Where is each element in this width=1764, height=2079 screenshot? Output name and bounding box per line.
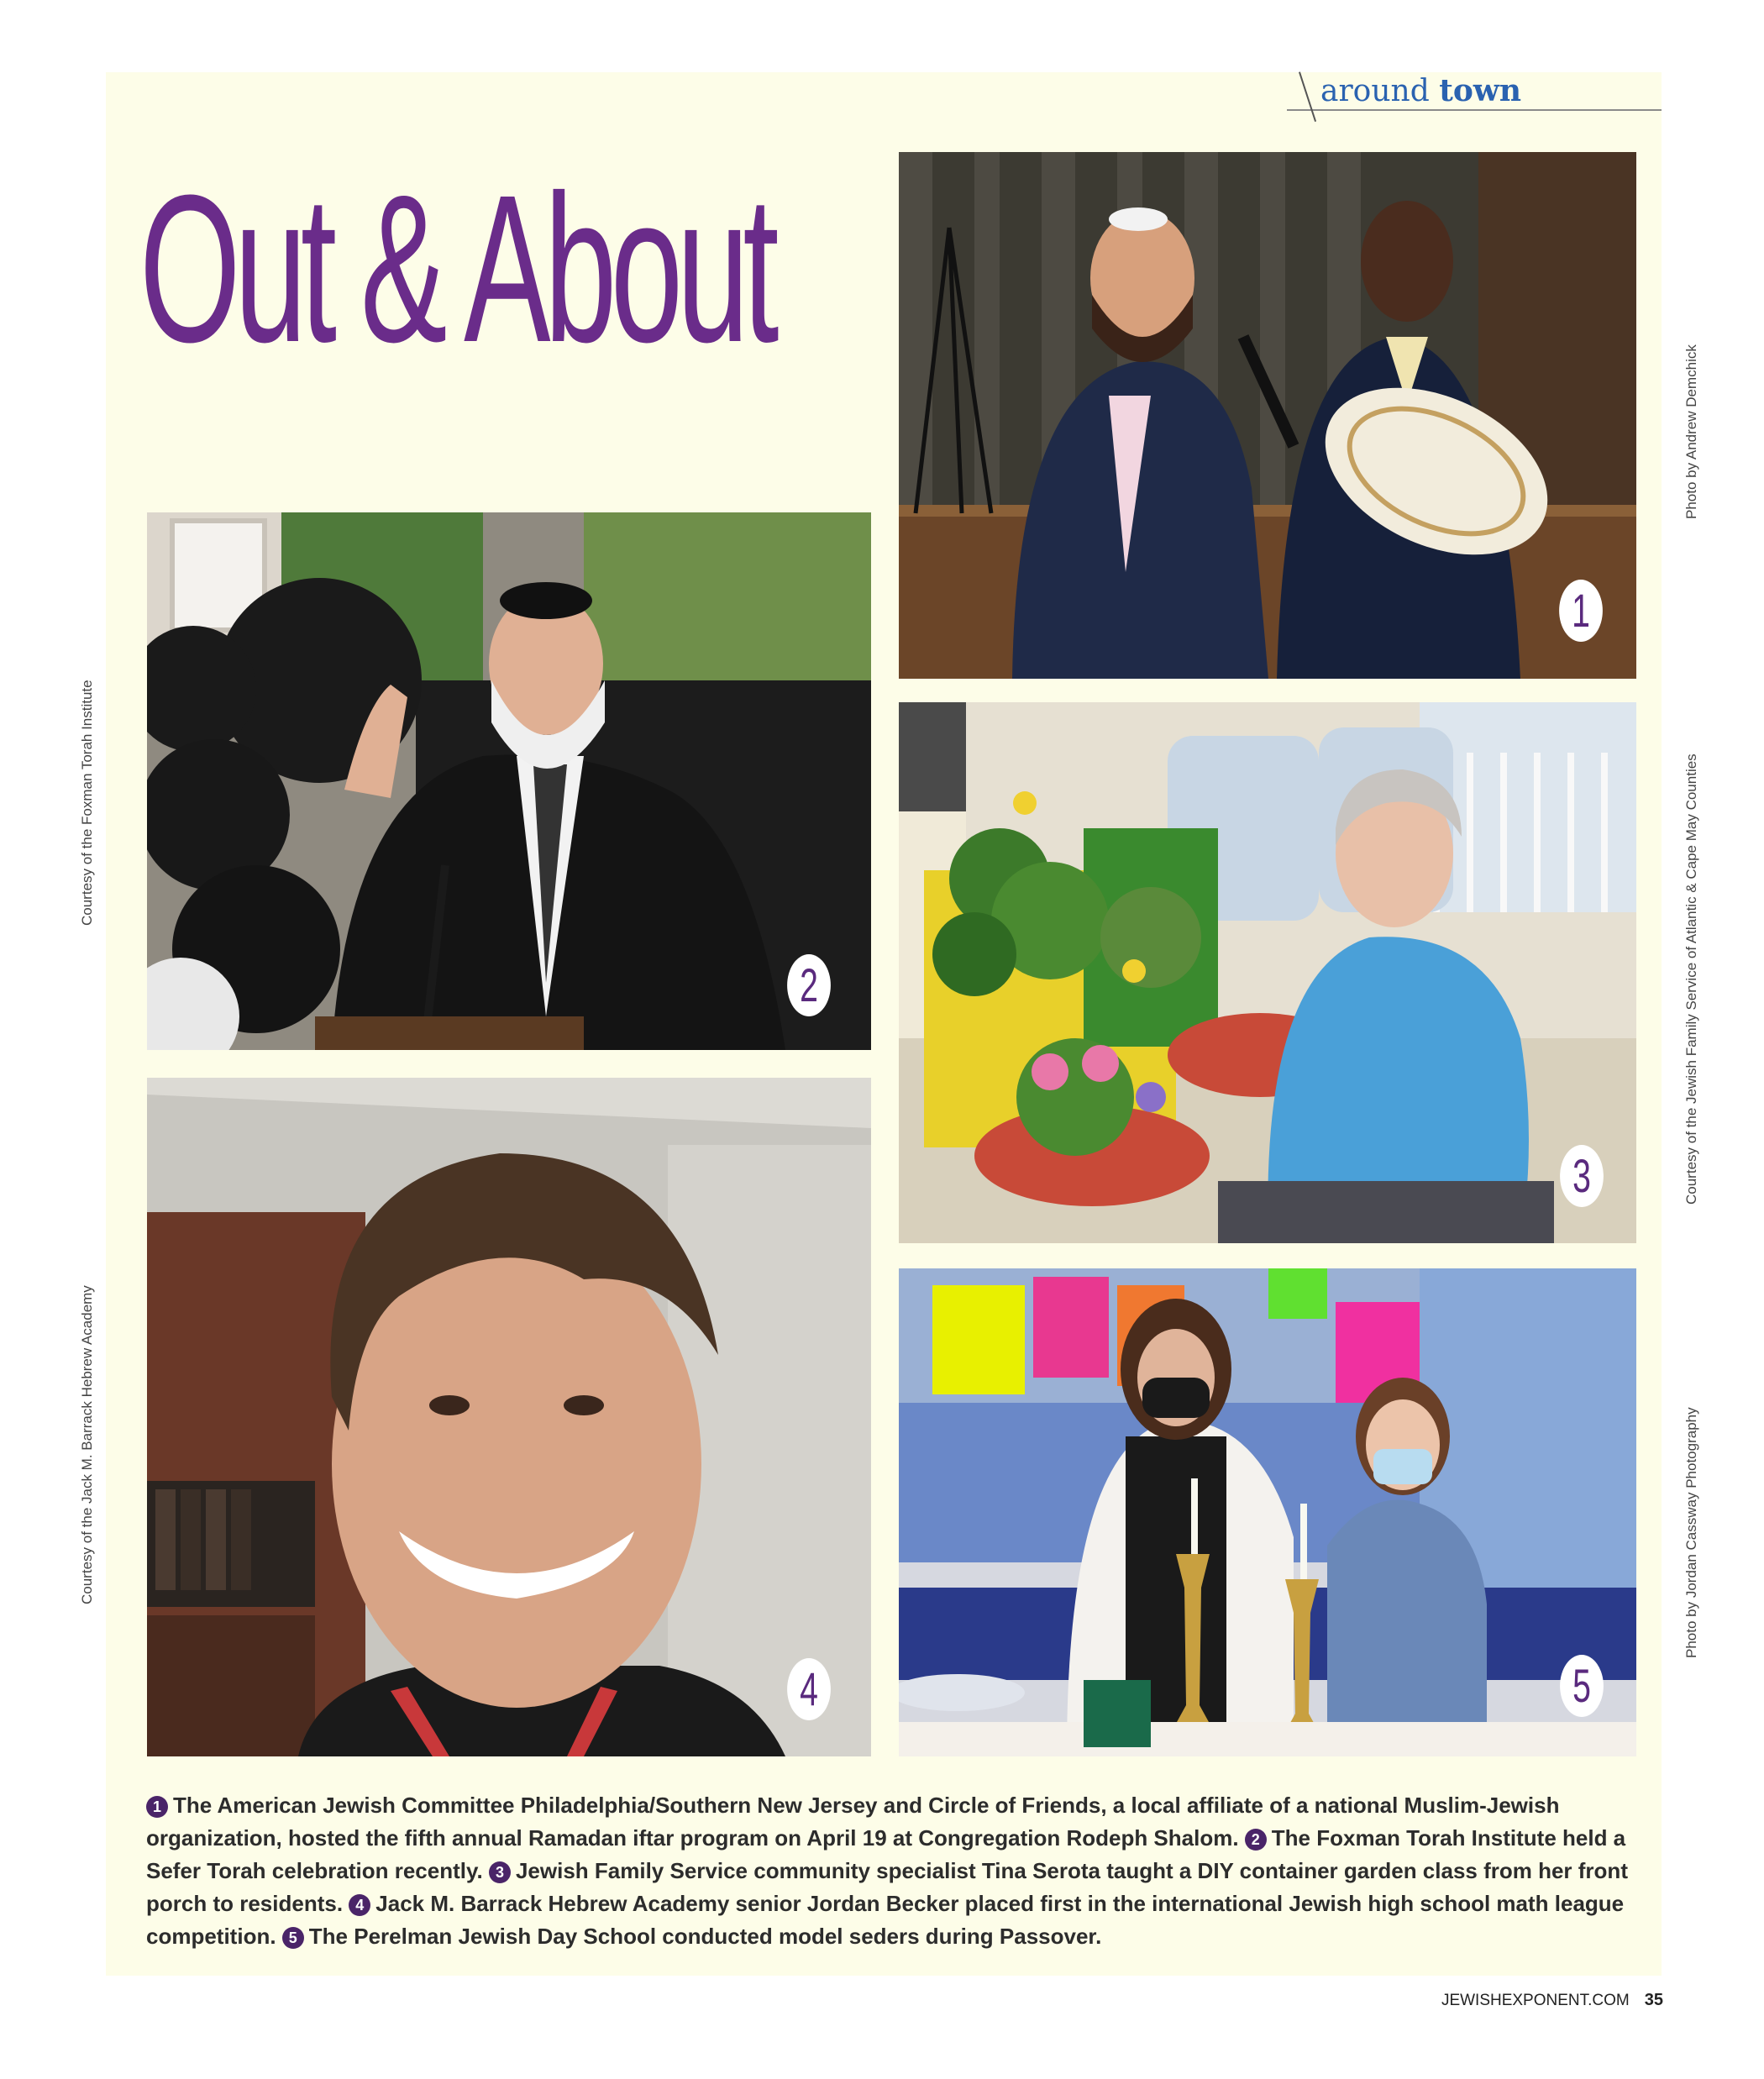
photo-5-image — [899, 1268, 1636, 1756]
photo-5-number: 5 — [1560, 1655, 1604, 1717]
caption-number-5: 5 — [282, 1927, 304, 1949]
photo-3-image — [899, 702, 1636, 1243]
section-tab-bold: town — [1439, 73, 1522, 108]
photo-4-image — [147, 1078, 871, 1756]
footer-site[interactable]: JEWISHEXPONENT.COM — [1441, 1992, 1630, 2009]
caption-number-1: 1 — [146, 1796, 168, 1818]
photo-3 — [899, 702, 1636, 1243]
credit-photo-4: Courtesy of the Jack M. Barrack Hebrew Academy — [79, 1285, 95, 1604]
credit-photo-1: Photo by Andrew Demchick — [1683, 344, 1699, 519]
photo-2-number: 2 — [787, 954, 831, 1016]
caption-number-2: 2 — [1245, 1829, 1267, 1851]
credit-photo-3: Courtesy of the Jewish Family Service of Atlantic & Cape May Counties — [1683, 753, 1699, 1205]
caption-text-1: The American Jewish Committee Philadelphia/Southern New Jersey and Circle of Friends, a local affiliate of a national Muslim-Jewish organization, hosted the fifth annual Ramadan iftar program on April 19 at Congregation Rodeph Shalom. — [146, 1793, 1560, 1851]
photo-1 — [899, 152, 1636, 679]
photo-2-image — [147, 512, 871, 1050]
photo-1-image — [899, 152, 1636, 679]
photo-3-number: 3 — [1560, 1145, 1604, 1207]
credit-photo-5: Photo by Jordan Cassway Photography — [1683, 1407, 1699, 1658]
credit-photo-2: Courtesy of the Foxman Torah Institute — [79, 680, 95, 926]
caption-number-4: 4 — [349, 1894, 370, 1916]
page-title: Out & About — [139, 151, 774, 386]
photo-5 — [899, 1268, 1636, 1756]
caption-text-4: Jack M. Barrack Hebrew Academy senior Jordan Becker placed first in the international Jewish high school math league competition. — [146, 1891, 1625, 1949]
photo-4-number: 4 — [787, 1658, 831, 1720]
photo-1-number: 1 — [1559, 580, 1603, 642]
section-tab-light: around — [1320, 74, 1430, 108]
caption-text-5: The Perelman Jewish Day School conducted model seders during Passover. — [308, 1924, 1102, 1949]
caption-text-3: Jewish Family Service community specialist Tina Serota taught a DIY container garden class from her front porch to residents. — [146, 1858, 1628, 1916]
page-number: 35 — [1644, 1991, 1663, 2009]
caption-text-2: The Foxman Torah Institute held a Sefer Torah celebration recently. — [146, 1825, 1626, 1883]
section-tab — [1287, 72, 1662, 111]
section-tab-label — [1320, 72, 1521, 110]
caption-block — [146, 1789, 1641, 1953]
photo-2 — [147, 512, 871, 1050]
caption-number-3: 3 — [489, 1861, 511, 1883]
page-footer — [1411, 1991, 1663, 2010]
photo-4 — [147, 1078, 871, 1756]
